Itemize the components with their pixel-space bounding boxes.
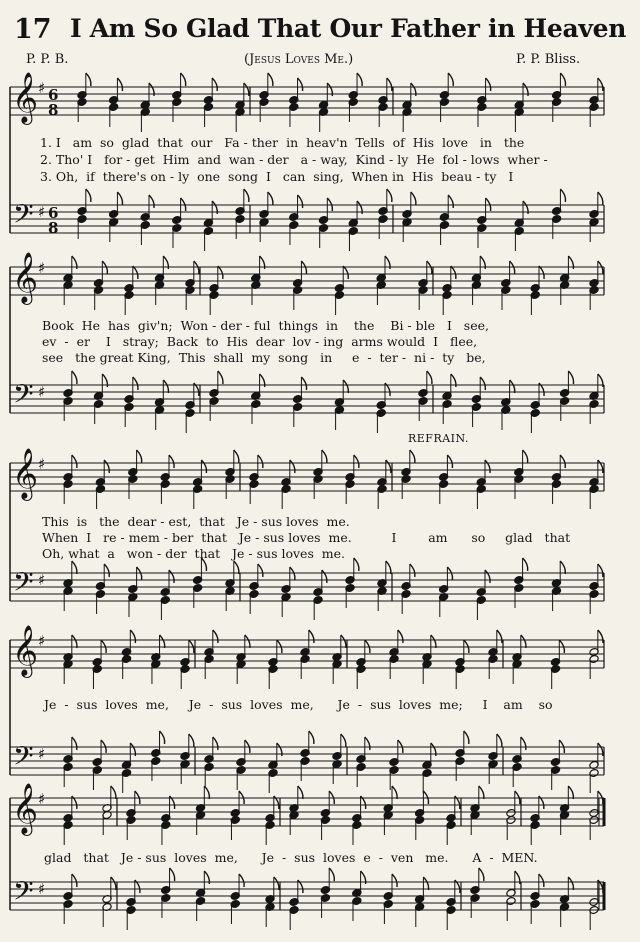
music-credit: P. P. Bliss. (516, 52, 581, 67)
note-flag (386, 460, 391, 473)
note-flag (274, 877, 279, 890)
note-flag (86, 73, 91, 86)
note-flag (189, 734, 194, 747)
lyric-line: ev - er I stray; Back to His dear lov - ing arms would I flee, (42, 334, 478, 349)
note-flag (392, 874, 397, 887)
note-flag (290, 460, 295, 473)
treble-clef-icon: 𝄞 (12, 448, 39, 499)
bass-clef-icon: 𝄢 (13, 740, 34, 778)
lyric-line: Je - sus loves me, Je - sus loves me, Je - sus loves me; I am so (44, 697, 553, 712)
note-flag (298, 786, 303, 799)
note-flag (411, 192, 416, 205)
note-flag (410, 450, 415, 463)
note-flag (117, 192, 122, 205)
note-flag (86, 189, 91, 202)
note-flag (354, 455, 359, 468)
note-flag (354, 558, 359, 571)
note-flag (117, 78, 122, 91)
sharp-icon: ♯ (38, 203, 46, 221)
note-flag (218, 371, 223, 384)
note-flag (479, 868, 484, 881)
hymn-title: I Am So Glad That Our Father in Heaven (70, 14, 627, 43)
note-flag (539, 874, 544, 887)
tune-name: (Jesus Loves Me.) (244, 52, 354, 67)
note-flag (258, 455, 263, 468)
hymn-number: 17 (14, 14, 52, 45)
note-flag (448, 195, 453, 208)
lyric-line: 3. Oh, if there's on - ly one song I can sing, When in His beau - ty I (40, 169, 514, 184)
note-flag (301, 377, 306, 390)
note-flag (464, 731, 469, 744)
note-flag (163, 380, 168, 393)
note-flag (423, 877, 428, 890)
note-flag (343, 266, 348, 279)
note-flag (598, 630, 603, 643)
note-flag (486, 78, 491, 91)
lyric-line: This is the dear - est, that Je - sus loves me. (42, 514, 350, 529)
note-flag (72, 561, 77, 574)
note-flag (447, 455, 452, 468)
sharp-icon: ♯ (38, 79, 46, 97)
note-flag (560, 73, 565, 86)
note-flag (387, 78, 392, 91)
note-flag (410, 564, 415, 577)
time-signature-upper: 6 (48, 86, 59, 104)
sharp-icon: ♯ (38, 571, 46, 589)
note-flag (386, 561, 391, 574)
note-flag (133, 266, 138, 279)
lyric-line: Oh, what a won - der that Je - sus loves me. (42, 546, 346, 561)
note-flag (322, 570, 327, 583)
note-flag (244, 189, 249, 202)
note-flag (149, 195, 154, 208)
note-flag (387, 189, 392, 202)
sharp-icon: ♯ (38, 259, 46, 277)
lyric-line: 1. I am so glad that our Fa - ther in heav'n Tells of His love in the (40, 135, 525, 150)
note-flag (72, 874, 77, 887)
bass-clef-icon: 𝄢 (13, 875, 34, 913)
note-flag (523, 450, 528, 463)
bass-clef-icon: 𝄢 (13, 198, 34, 236)
note-flag (521, 737, 526, 750)
note-flag (568, 371, 573, 384)
bass-clef-icon: 𝄢 (13, 566, 34, 604)
note-flag (329, 868, 334, 881)
note-flag (212, 78, 217, 91)
note-flag (392, 786, 397, 799)
note-flag (341, 635, 346, 648)
treble-clef-icon: 𝄞 (12, 783, 39, 834)
note-flag (133, 377, 138, 390)
note-flag (239, 874, 244, 887)
time-signature-lower: 8 (48, 101, 59, 119)
note-flag (497, 630, 502, 643)
note-flag (598, 460, 603, 473)
note-flag (72, 371, 77, 384)
note-flag (479, 786, 484, 799)
note-flag (104, 460, 109, 473)
note-flag (201, 460, 206, 473)
note-flag (181, 73, 186, 86)
note-flag (111, 786, 116, 799)
note-flag (568, 786, 573, 799)
note-flag (218, 266, 223, 279)
refrain-label: REFRAIN. (408, 432, 469, 445)
note-flag (523, 558, 528, 571)
note-flag (539, 266, 544, 279)
bass-clef-icon: 𝄢 (13, 378, 34, 416)
note-flag (560, 561, 565, 574)
note-flag (560, 455, 565, 468)
note-flag (365, 737, 370, 750)
note-flag (258, 564, 263, 577)
note-flag (309, 630, 314, 643)
note-flag (72, 455, 77, 468)
lyric-line: glad that Je - sus loves me, Je - sus loves e - ven me. A - MEN. (44, 850, 538, 865)
note-flag (510, 380, 515, 393)
note-flag (497, 734, 502, 747)
note-flag (298, 195, 303, 208)
note-flag (72, 635, 77, 648)
note-flag (298, 78, 303, 91)
note-flag (560, 189, 565, 202)
sharp-icon: ♯ (38, 455, 46, 473)
time-signature-upper: 6 (48, 204, 59, 222)
note-flag (485, 460, 490, 473)
note-flag (521, 635, 526, 648)
sharp-icon: ♯ (38, 880, 46, 898)
note-flag (130, 630, 135, 643)
note-flag (268, 192, 273, 205)
note-flag (485, 570, 490, 583)
lyric-line: see the great King, This shall my song in e - ter - ni - ty be, (42, 350, 486, 365)
note-flag (322, 450, 327, 463)
note-flag (598, 78, 603, 91)
note-flag (427, 371, 432, 384)
treble-clef-icon: 𝄞 (12, 625, 39, 676)
sharp-icon: ♯ (38, 790, 46, 808)
sharp-icon: ♯ (38, 383, 46, 401)
note-flag (341, 734, 346, 747)
note-flag (343, 380, 348, 393)
note-flag (448, 73, 453, 86)
note-flag (213, 737, 218, 750)
note-flag (245, 635, 250, 648)
note-flag (598, 564, 603, 577)
note-flag (398, 630, 403, 643)
note-flag (160, 731, 165, 744)
lyric-line: Book He has giv'n; Won - der - ful things in the Bi - ble I see, (42, 318, 489, 333)
note-flag (451, 266, 456, 279)
note-flag (309, 731, 314, 744)
note-flag (480, 377, 485, 390)
note-flag (598, 192, 603, 205)
note-flag (268, 73, 273, 86)
note-flag (137, 450, 142, 463)
note-flag (160, 635, 165, 648)
note-flag (234, 450, 239, 463)
sharp-icon: ♯ (38, 745, 46, 763)
note-flag (72, 737, 77, 750)
note-flag (204, 786, 209, 799)
note-flag (568, 877, 573, 890)
note-flag (111, 877, 116, 890)
note-flag (357, 73, 362, 86)
note-flag (104, 564, 109, 577)
treble-clef-icon: 𝄞 (12, 72, 39, 123)
note-flag (234, 561, 239, 574)
time-signature-lower: 8 (48, 219, 59, 237)
sharp-icon: ♯ (38, 632, 46, 650)
note-flag (431, 635, 436, 648)
note-flag (169, 570, 174, 583)
note-flag (170, 868, 175, 881)
lyric-line: When I re - mem - ber that Je - sus loves me. I am so glad that (42, 530, 571, 545)
treble-clef-icon: 𝄞 (12, 252, 39, 303)
lyric-line: 2. Tho' I for - get Him and wan - der a - way, Kind - ly He fol - lows wher - (40, 152, 548, 167)
note-flag (213, 630, 218, 643)
words-credit: P. P. B. (26, 52, 69, 67)
note-flag (169, 455, 174, 468)
